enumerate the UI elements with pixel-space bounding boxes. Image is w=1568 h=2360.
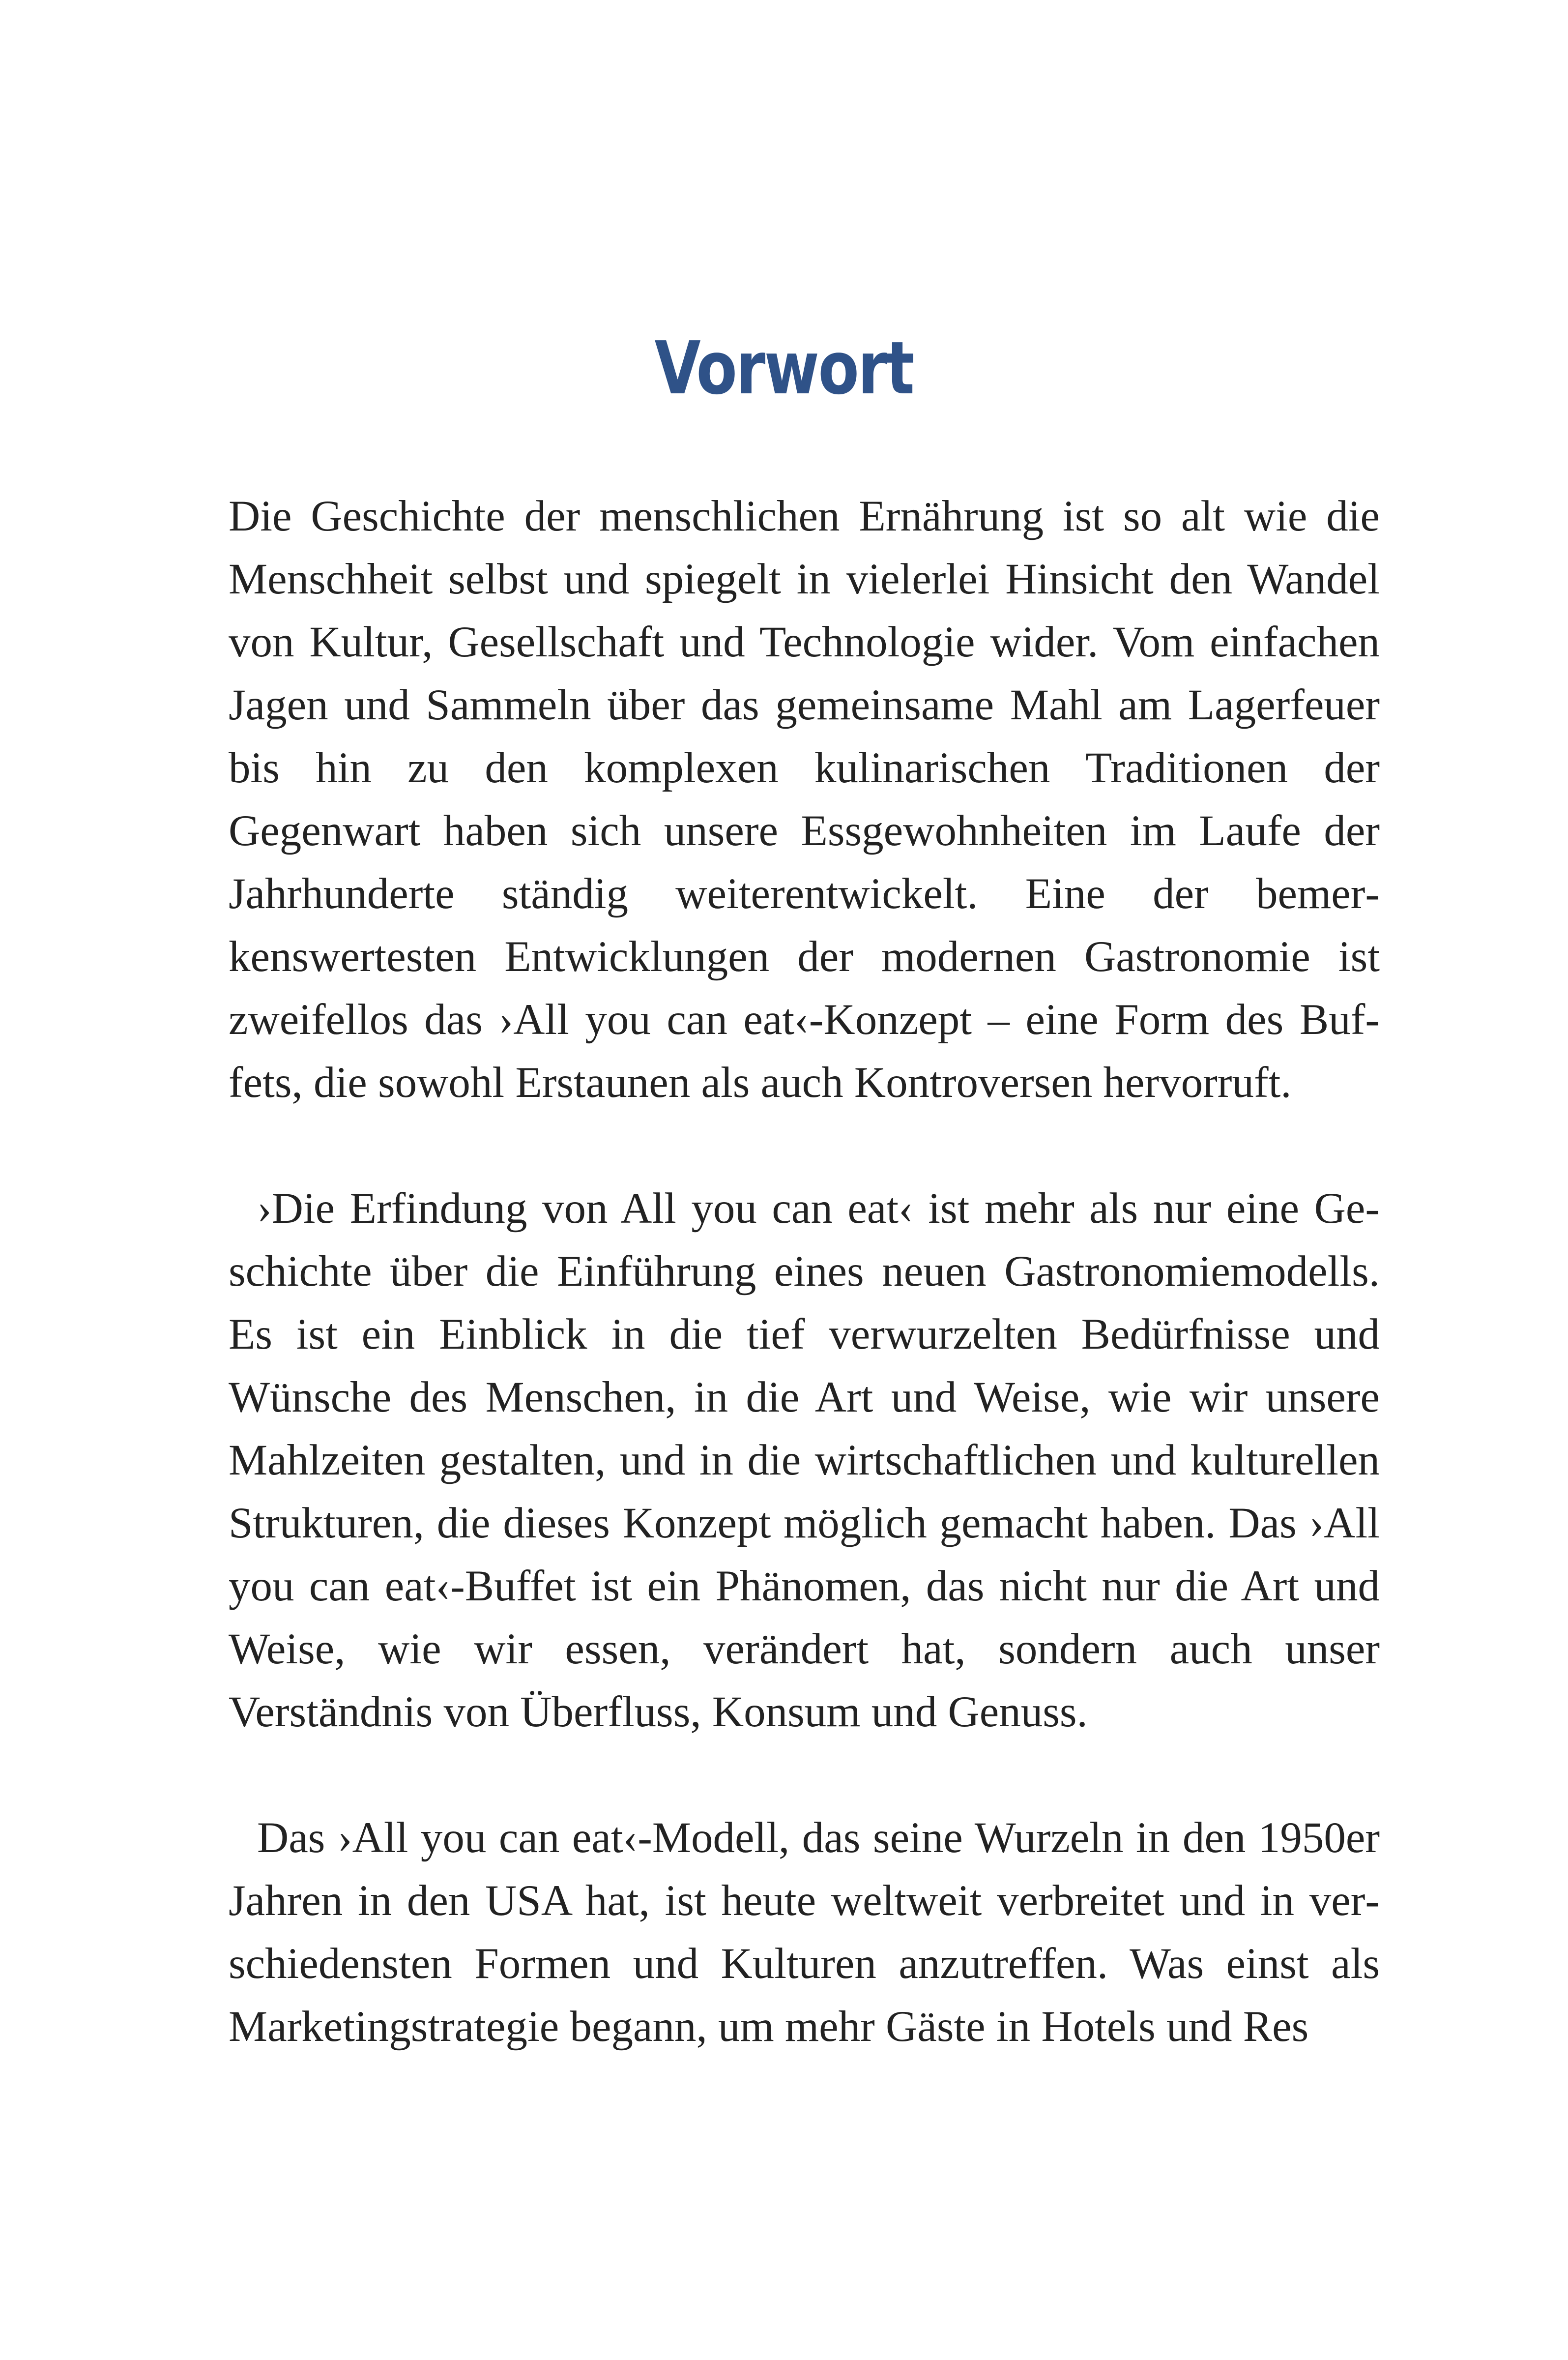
chapter-title: Vorwort	[654, 326, 914, 411]
paragraph-3: Das ›All you can eat‹-Modell, das seine Wurzeln in den 1950er Jahren in den USA hat, ist heute weltweit verbreitet und in verschiedensten Formen und Kulturen anzutreffen. Was einst als Marketingstrategie begann, um mehr Gäste in Hotels und Res	[229, 1814, 1380, 2051]
paragraph-1: Die Geschichte der menschlichen Ernährung ist so alt wie die Menschheit selbst und spiegelt in vielerlei Hinsicht den Wandel von Kultur, Gesellschaft und Technologie wider. Vom einfachen Jagen und Sammeln über das gemeinsame Mahl am Lagerfeuer bis hin zu den komplexen kulinarischen Traditionen der Gegenwart haben sich unsere Essgewohnheiten im Laufe der Jahrhunderte ständig weiterentwickelt. Eine der bemerkenswertesten Entwicklungen der modernen Gastronomie ist zweifellos das ›All you can eat‹-Konzept – eine Form des Buffets, die sowohl Erstaunen als auch Kontroversen hervorruft.	[229, 492, 1380, 1107]
chapter-body	[229, 485, 1380, 2058]
paragraph-2: ›Die Erfindung von All you can eat‹ ist mehr als nur eine Geschichte über die Einführung eines neuen Gastronomiemodells. Es ist ein Einblick in die tief verwurzelten Bedürfnisse und Wünsche des Menschen, in die Art und Weise, wie wir unsere Mahlzeiten gestalten, und in die wirtschaftlichen und kulturellen Strukturen, die dieses Konzept möglich gemacht haben. Das ›All you can eat‹-Buffet ist ein Phänomen, das nicht nur die Art und Weise, wie wir essen, verändert hat, sondern auch unser Verständnis von Überfluss, Konsum und Genuss.	[229, 1184, 1380, 1736]
